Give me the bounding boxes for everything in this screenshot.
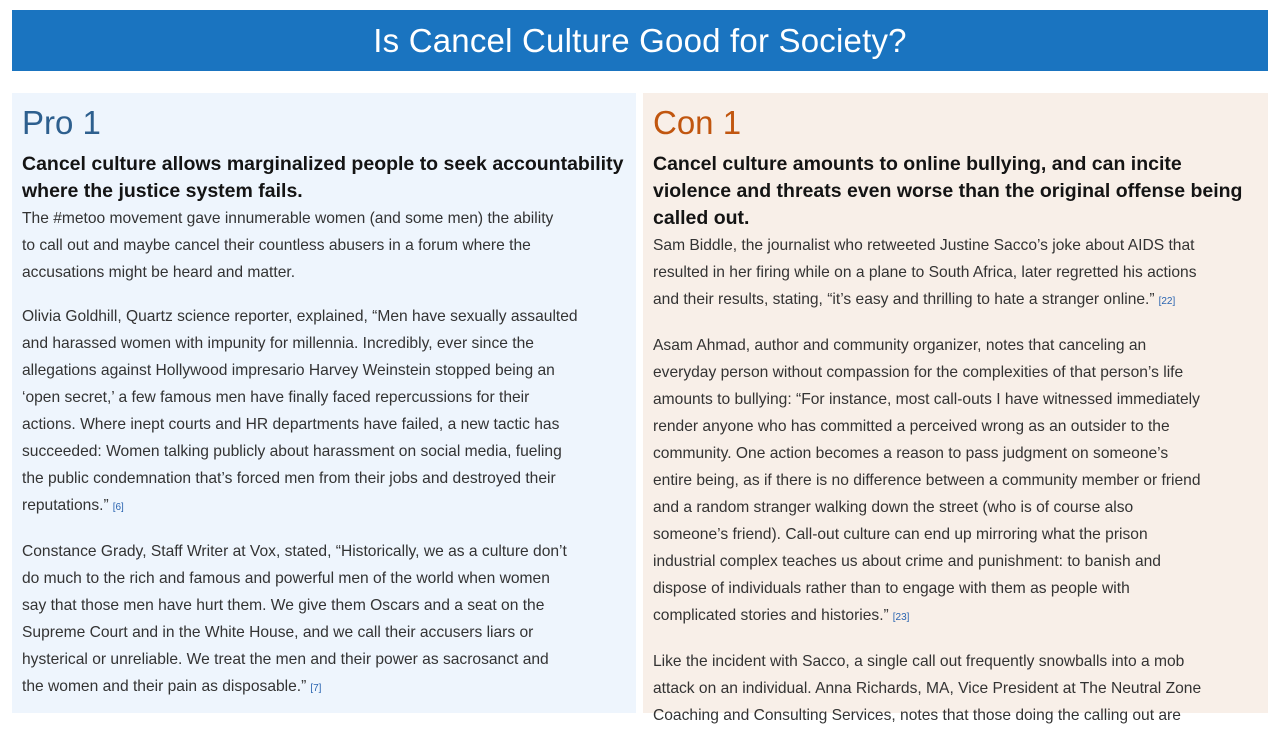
citation-link[interactable]: [22] <box>1158 296 1176 307</box>
con-paragraph-3-text: Like the incident with Sacco, a single call out frequently snowballs into a mob attack on an individual. Anna Richards, MA, Vice President at The Neutral Zone Coaching and Consulting Services, notes that those doing the calling out are <box>653 653 1202 724</box>
pro-paragraph-1 <box>22 205 626 286</box>
page-header <box>12 10 1268 71</box>
con-heading: Con 1 <box>653 104 742 141</box>
pro-heading: Pro 1 <box>22 104 101 141</box>
pro-paragraph-2 <box>22 303 626 521</box>
pro-claim: Cancel culture allows marginalized people to seek accountability where the justice system fails. <box>22 153 624 202</box>
con-paragraph-2 <box>653 332 1258 631</box>
pro-paragraph-2-text: Olivia Goldhill, Quartz science reporter, explained, “Men have sexually assaulted and harassed women with impunity for millennia. Incredibly, ever since the allegations against Hollywood impresario Harvey Weinstein stopped being an ‘open secret,’ a few famous men have finally faced repercussions for their actions. Where inept courts and HR departments have failed, a new tactic has succeeded: Women talking publicly about harassment on social media, fueling the public condemnation that’s forced men from their jobs and destroyed their reputations.” <box>22 308 578 514</box>
con-paragraph-1-text: Sam Biddle, the journalist who retweeted Justine Sacco’s joke about AIDS that resulted in her firing while on a plane to South Africa, later regretted his actions and their results, stating, “it’s easy and thrilling to hate a stranger online.” <box>653 237 1197 308</box>
con-claim: Cancel culture amounts to online bullying, and can incite violence and threats even worse than the original offense being called out. <box>653 153 1243 229</box>
con-paragraph-2-text: Asam Ahmad, author and community organizer, notes that canceling an everyday person without compassion for the complexities of that person’s life amounts to bullying: “For instance, most call-outs I have witnessed immediately render anyone who has committed a perceived wrong as an outsider to the community. One action becomes a reason to pass judgment on someone’s entire being, as if there is no difference between a community member or friend and a random stranger walking down the street (who is of course also someone’s friend). Call-out culture can end up mirroring what the prison industrial complex teaches us about crime and punishment: to banish and dispose of individuals rather than to engage with them as people with complicated stories and histories.” <box>653 337 1201 624</box>
citation-link[interactable]: [23] <box>892 612 910 623</box>
con-paragraph-3 <box>653 648 1258 729</box>
citation-link[interactable]: [6] <box>112 502 124 513</box>
con-paragraph-1 <box>653 232 1258 315</box>
citation-link[interactable]: [7] <box>310 683 322 694</box>
pro-paragraph-3 <box>22 538 626 702</box>
page-title: Is Cancel Culture Good for Society? <box>373 21 907 59</box>
pro-column <box>12 93 636 713</box>
pro-paragraph-1-text: The #metoo movement gave innumerable women (and some men) the ability to call out and maybe cancel their countless abusers in a forum where the accusations might be heard and matter. <box>22 210 554 281</box>
pro-paragraph-3-text: Constance Grady, Staff Writer at Vox, stated, “Historically, we as a culture don’t do much to the rich and famous and powerful men of the world when women say that those men have hurt them. We give them Oscars and a seat on the Supreme Court and in the White House, and we call their accusers liars or hysterical or unreliable. We treat the men and their power as sacrosanct and the women and their pain as disposable.” <box>22 543 567 695</box>
con-column <box>643 93 1268 724</box>
